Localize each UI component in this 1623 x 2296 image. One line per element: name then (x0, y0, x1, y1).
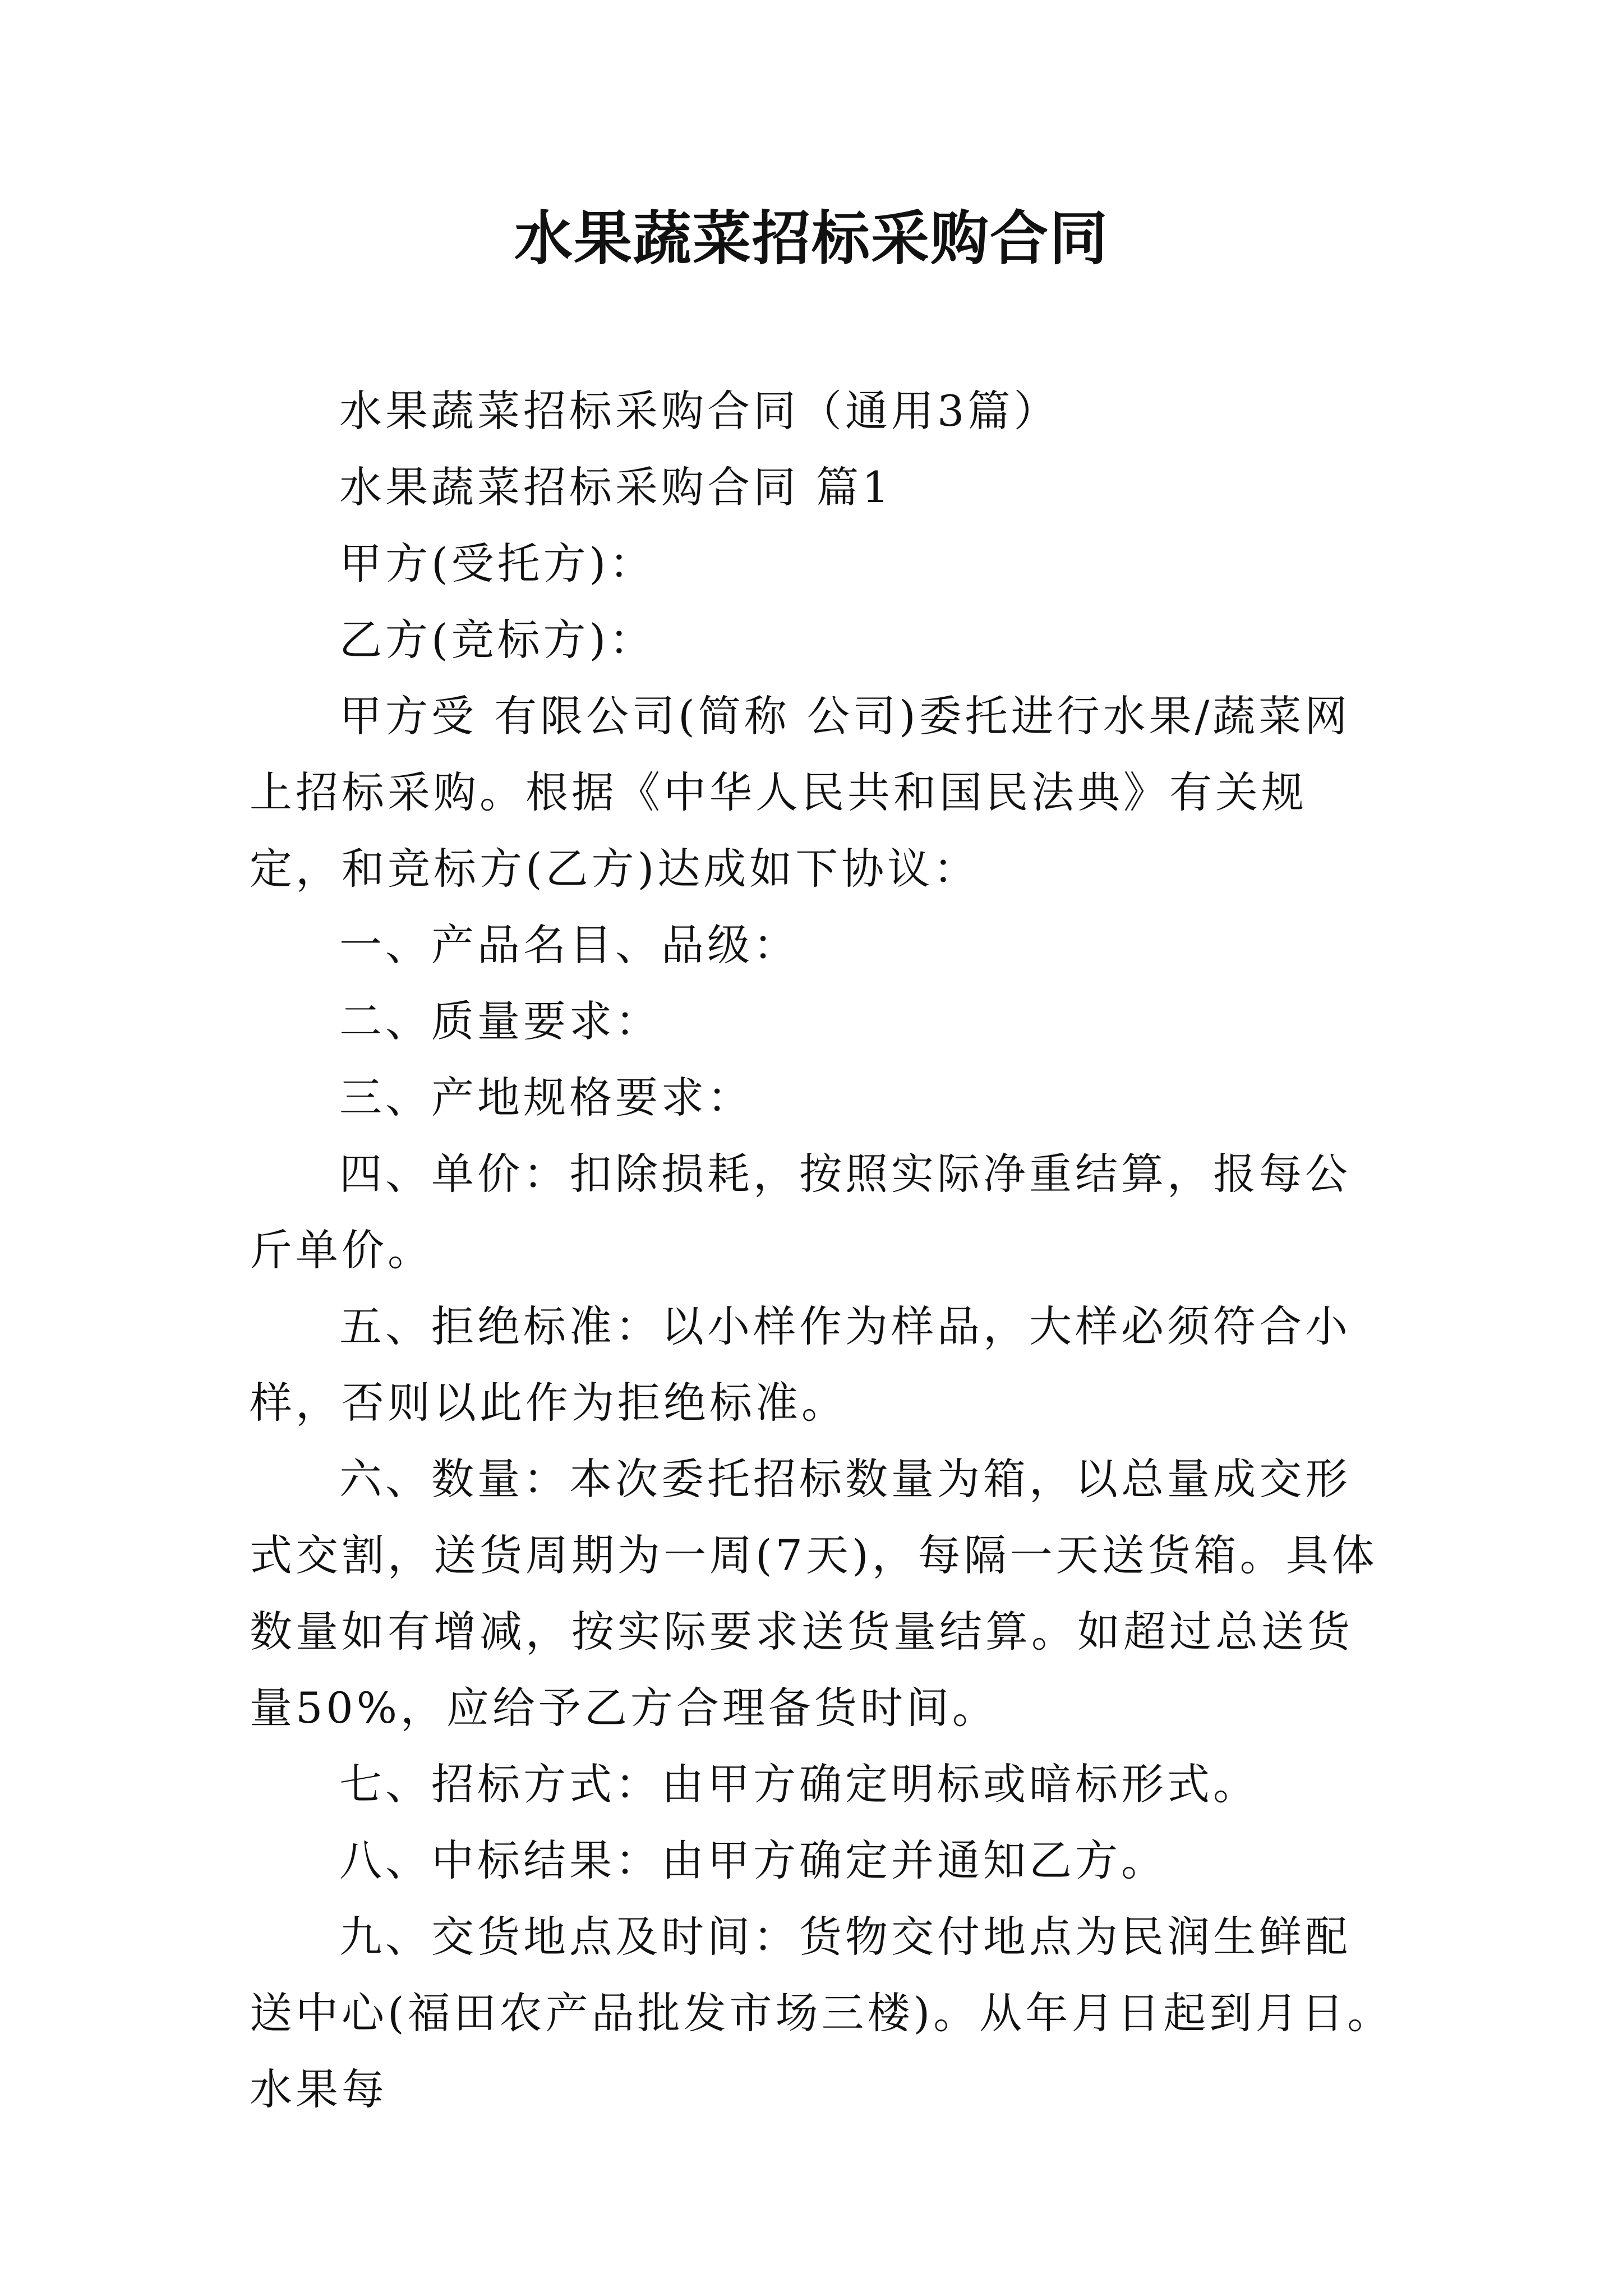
document-body (250, 373, 1394, 2128)
document-title: 水果蔬菜招标采购合同 (514, 204, 1109, 273)
clause-4: 四、单价：扣除损耗，按照实际净重结算，报每公斤单价。 (250, 1149, 1351, 1275)
section-heading-part1: 水果蔬菜招标采购合同 篇1 (339, 462, 893, 512)
subtitle-general: 水果蔬菜招标采购合同（通用3篇） (339, 386, 1060, 436)
preamble-paragraph: 甲方受 有限公司(简称 公司)委托进行水果/蔬菜网上招标采购。根据《中华人民共和国民法典》有关规定，和竞标方(乙方)达成如下协议： (250, 691, 1351, 894)
clause-1: 一、产品名目、品级： (339, 920, 799, 970)
clause-8: 八、中标结果：由甲方确定并通知乙方。 (339, 1835, 1167, 1885)
party-b-line: 乙方(竞标方)： (339, 615, 656, 665)
clause-2: 二、质量要求： (339, 996, 661, 1046)
clause-5: 五、拒绝标准：以小样作为样品，大样必须符合小样，否则以此作为拒绝标准。 (250, 1301, 1351, 1428)
clause-9: 九、交货地点及时间：货物交付地点为民润生鲜配送中心(福田农产品批发市场三楼)。从年月日起到月日。水果每 (250, 1912, 1394, 2114)
clause-6: 六、数量：本次委托招标数量为箱，以总量成交形式交割，送货周期为一周(7天)，每隔一天送货箱。具体数量如有增减，按实际要求送货量结算。如超过总送货量50%，应给予乙方合理备货时间。 (250, 1454, 1378, 1733)
clause-3: 三、产地规格要求： (339, 1073, 753, 1122)
clause-7: 七、招标方式：由甲方确定明标或暗标形式。 (339, 1759, 1259, 1809)
party-a-line: 甲方(受托方)： (339, 539, 656, 588)
